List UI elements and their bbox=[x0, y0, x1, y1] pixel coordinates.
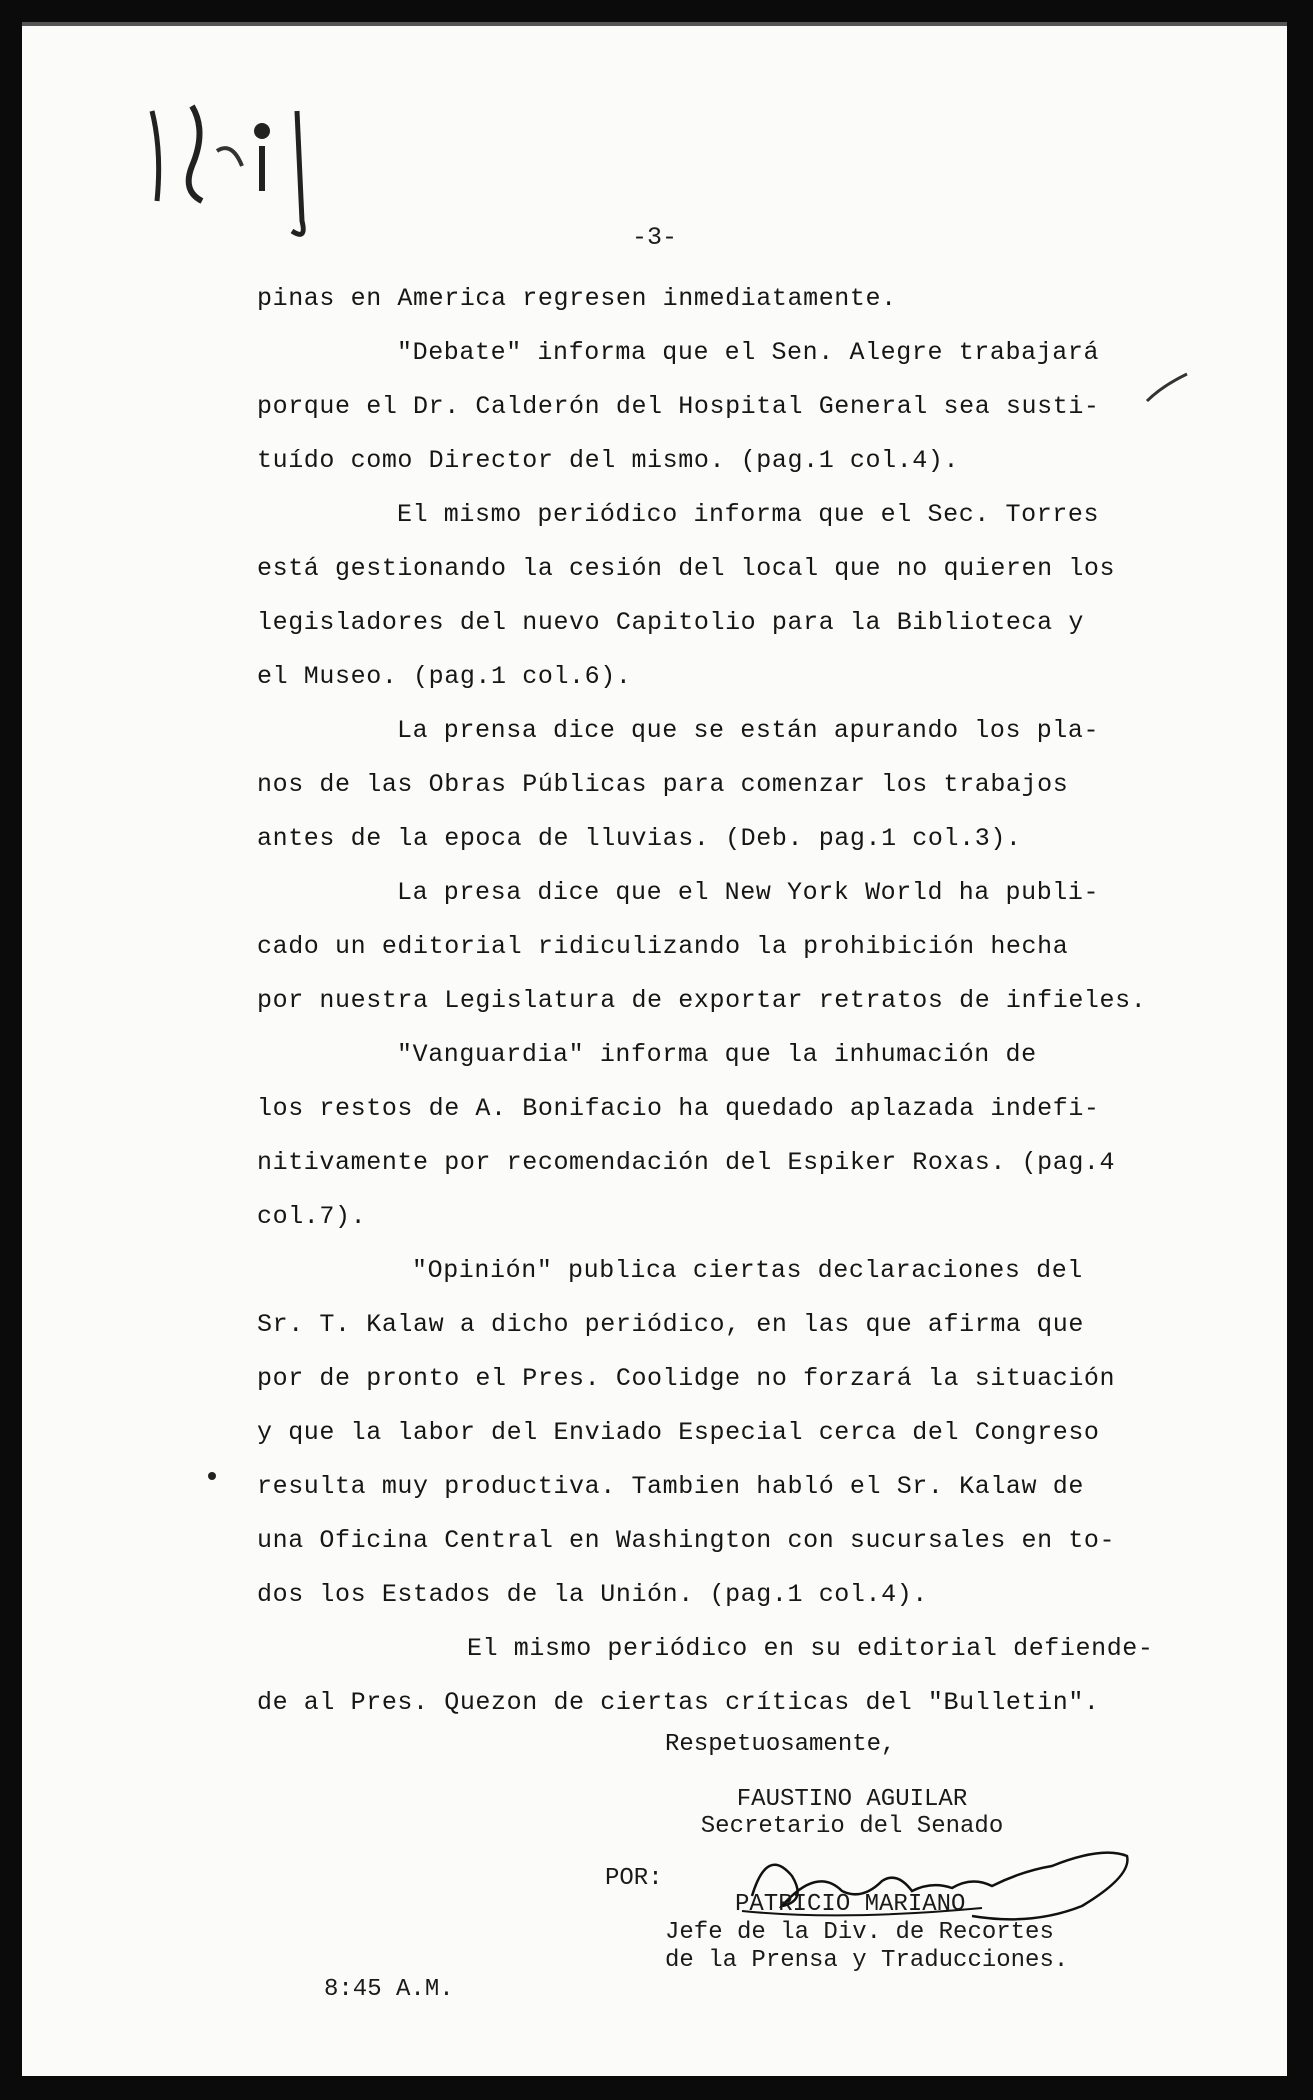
text-line: una Oficina Central en Washington con sucursales en to- bbox=[257, 1526, 1116, 1555]
text-line: nos de las Obras Públicas para comenzar los trabajos bbox=[257, 770, 1069, 799]
ink-dot bbox=[204, 1468, 220, 1484]
text-line: nitivamente por recomendación del Espiker Roxas. (pag.4 bbox=[257, 1148, 1116, 1177]
document-body bbox=[257, 272, 1197, 1730]
text-line: "Debate" informa que el Sen. Alegre trabajará bbox=[397, 338, 1100, 367]
text-line: por nuestra Legislatura de exportar retratos de infieles. bbox=[257, 986, 1147, 1015]
text-line: porque el Dr. Calderón del Hospital General sea susti- bbox=[257, 392, 1100, 421]
sub-signatory-name: PATRICIO MARIANO bbox=[735, 1891, 966, 1918]
sub-signatory-title-1: Jefe de la Div. de Recortes bbox=[665, 1919, 1054, 1946]
text-line: legisladores del nuevo Capitolio para la Biblioteca y bbox=[257, 608, 1084, 637]
text-line: antes de la epoca de lluvias. (Deb. pag.1 col.3). bbox=[257, 824, 1022, 853]
stamp-mark bbox=[122, 71, 382, 241]
pen-mark bbox=[1142, 366, 1202, 406]
text-line: El mismo periódico informa que el Sec. Torres bbox=[397, 500, 1100, 529]
text-line: col.7). bbox=[257, 1202, 367, 1231]
text-line: los restos de A. Bonifacio ha quedado aplazada indefi- bbox=[257, 1094, 1100, 1123]
closing-salutation: Respetuosamente, bbox=[665, 1731, 896, 1758]
text-line: tuído como Director del mismo. (pag.1 col.4). bbox=[257, 446, 960, 475]
text-line: "Vanguardia" informa que la inhumación de bbox=[397, 1040, 1037, 1069]
text-line: y que la labor del Enviado Especial cerca del Congreso bbox=[257, 1418, 1100, 1447]
document-page bbox=[22, 22, 1287, 2076]
page-number: -3- bbox=[631, 223, 677, 252]
sub-signatory-title-2: de la Prensa y Traducciones. bbox=[665, 1947, 1069, 1974]
text-line: cado un editorial ridiculizando la prohibición hecha bbox=[257, 932, 1069, 961]
text-line: "Opinión" publica ciertas declaraciones del bbox=[412, 1256, 1083, 1285]
sub-signatory-block bbox=[665, 1891, 1068, 1975]
text-line: resulta muy productiva. Tambien habló el Sr. Kalaw de bbox=[257, 1472, 1084, 1501]
text-line: pinas en America regresen inmediatamente. bbox=[257, 284, 897, 313]
text-line: El mismo periódico en su editorial defiende- bbox=[467, 1634, 1154, 1663]
text-line: La prensa dice que se están apurando los pla- bbox=[397, 716, 1100, 745]
por-label: POR: bbox=[605, 1865, 663, 1892]
text-line: de al Pres. Quezon de ciertas críticas del "Bulletin". bbox=[257, 1688, 1100, 1717]
text-line: dos los Estados de la Unión. (pag.1 col.4). bbox=[257, 1580, 928, 1609]
text-line: Sr. T. Kalaw a dicho periódico, en las que afirma que bbox=[257, 1310, 1084, 1339]
text-line: está gestionando la cesión del local que no quieren los bbox=[257, 554, 1116, 583]
time-stamp: 8:45 A.M. bbox=[324, 1976, 454, 2003]
text-line: por de pronto el Pres. Coolidge no forzará la situación bbox=[257, 1364, 1116, 1393]
signatory-title: Secretario del Senado bbox=[700, 1813, 1004, 1840]
text-line: el Museo. (pag.1 col.6). bbox=[257, 662, 632, 691]
text-line: La presa dice que el New York World ha publi- bbox=[397, 878, 1100, 907]
signatory-name: FAUSTINO AGUILAR bbox=[736, 1786, 968, 1813]
